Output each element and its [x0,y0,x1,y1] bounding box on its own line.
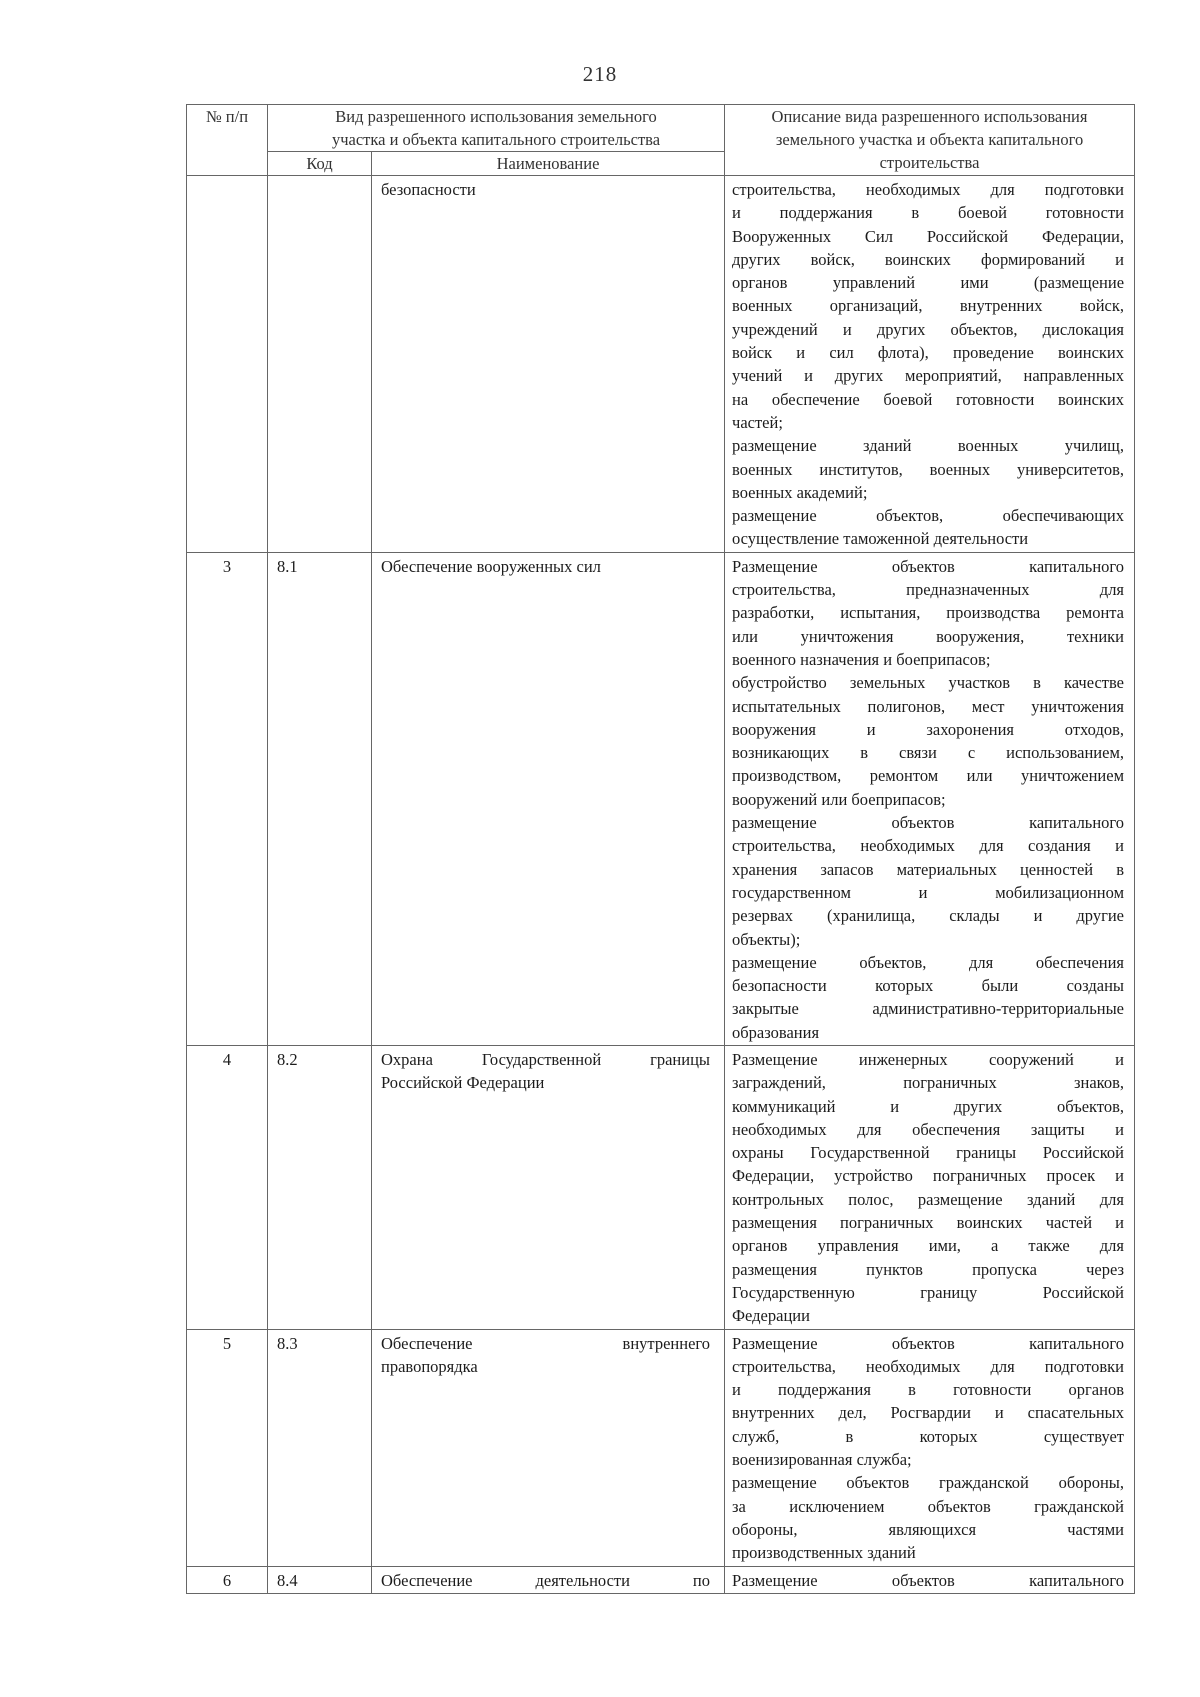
row-description-line: или уничтожения вооружения, техники [732,626,1125,646]
row-description-line: за исключением объектов гражданской [732,1496,1125,1516]
row-description [725,552,1135,1045]
row-name [372,1566,725,1593]
row-description-line: военного назначения и боеприпасов; [732,649,991,669]
row-number [187,552,268,1045]
row-description-line: строительства, предназначенных для [732,580,1125,600]
row-name-line: Обеспечение внутреннего [381,1333,711,1353]
row-number-text: 5 [222,1333,232,1353]
row-description-line: на обеспечение боевой готовности воинских [732,389,1125,409]
row-description-line: контрольных полос, размещение зданий для [732,1189,1125,1209]
row-description-line: строительства, необходимых для подготовки [732,180,1125,199]
row-description-line: частей; [732,412,783,432]
row-name-line: безопасности [381,180,476,199]
row-number [187,1566,268,1593]
row-number-text: 4 [222,1049,232,1069]
row-description-line: Федерации, устройство пограничных просек и [732,1166,1125,1186]
row-description-line: Размещение объектов капитального [732,556,1125,576]
page-number: 218 [582,62,618,86]
row-description-line: вооружений или боеприпасов; [732,789,946,809]
header-description-line: строительства [879,153,980,172]
row-description [725,1566,1135,1593]
row-description-line: военных академий; [732,482,868,502]
table-row [187,176,1135,553]
row-name [372,552,725,1045]
row-description-line: размещения пунктов пропуска через [732,1259,1125,1279]
row-number-text: 6 [222,1570,232,1590]
row-description [725,176,1135,553]
row-description-line: органов управления ими, а также для [732,1236,1125,1256]
row-description-line: хранения запасов материальных ценностей в [732,859,1125,879]
row-name [372,1329,725,1566]
row-description-line: вооружения и захоронения отходов, [732,719,1125,739]
row-description-line: войск и сил флота), проведение воинских [732,343,1125,363]
row-description-line: размещение объектов, для обеспечения [732,952,1125,972]
header-num: № п/п [187,105,268,176]
row-description-line: закрытые административно-территориальные [732,999,1125,1019]
row-description-line: возникающих в связи с использованием, [732,743,1125,763]
row-description-line: обустройство земельных участков в качестве [732,673,1125,693]
row-description-line: безопасности которых были созданы [732,976,1125,996]
row-description-line: испытательных полигонов, мест уничтожения [732,696,1125,716]
row-description-line: Размещение объектов капитального [732,1333,1125,1353]
row-code-text: 8.2 [277,1049,298,1069]
row-name-line: Российской Федерации [381,1073,545,1093]
table-row [187,1045,1135,1329]
table-row [187,1329,1135,1566]
row-description-line: охраны Государственной границы Российской [732,1143,1125,1163]
row-description-line: необходимых для обеспечения защиты и [732,1119,1125,1139]
row-name [372,1045,725,1329]
header-use-type-line: участка и объекта капитального строительства [331,130,661,149]
row-code-text: 8.3 [277,1333,298,1353]
row-description-line: Размещение объектов капитального [732,1570,1125,1590]
table-row [187,552,1135,1045]
row-description-line: Вооруженных Сил Российской Федерации, [732,226,1125,246]
row-description-line: разработки, испытания, производства ремонта [732,603,1125,623]
row-description-line: служб, в которых существует [732,1426,1125,1446]
row-description-line: Размещение инженерных сооружений и [732,1049,1125,1069]
row-description-line: резервах (хранилища, склады и другие [732,906,1125,926]
row-name-line: Обеспечение вооруженных сил [381,556,601,576]
row-name-line: Охрана Государственной границы [381,1049,711,1069]
row-description-line: учений и других мероприятий, направленных [732,366,1125,386]
row-description-line: и поддержания в боевой готовности [732,203,1125,223]
row-description-line: Государственную границу Российской [732,1282,1125,1302]
row-description-line: строительства, необходимых для подготовки [732,1356,1125,1376]
row-description [725,1045,1135,1329]
row-number-text: 3 [222,556,232,576]
table-row [187,1566,1135,1593]
row-code [268,1566,372,1593]
row-code [268,552,372,1045]
row-description-line: учреждений и других объектов, дислокация [732,319,1125,339]
row-description-line: Федерации [732,1306,810,1326]
row-description-line: осуществление таможенной деятельности [732,529,1029,549]
header-name: Наименование [372,152,725,176]
row-description-line: производством, ремонтом или уничтожением [732,766,1125,786]
row-code-text: 8.4 [277,1570,298,1590]
row-description-line: строительства, необходимых для создания и [732,836,1125,856]
row-description-line: и поддержания в готовности органов [732,1380,1125,1400]
row-number [187,1329,268,1566]
header-description [725,105,1135,176]
row-description-line: размещения пограничных воинских частей и [732,1213,1125,1233]
row-description-line: военных институтов, военных университетов, [732,459,1125,479]
table-header-row [187,105,1135,152]
row-description-line: размещение объектов, обеспечивающих [732,506,1125,526]
row-description-line: государственном и мобилизационном [732,882,1125,902]
row-description-line: размещение зданий военных училищ, [732,436,1125,456]
row-name [372,176,725,553]
row-number-text [187,176,267,178]
row-description-line: органов управлений ими (размещение [732,273,1125,293]
row-description-line: заграждений, пограничных знаков, [732,1073,1125,1093]
row-description-line: производственных зданий [732,1543,916,1563]
header-code: Код [268,152,372,176]
header-description-line: Описание вида разрешенного использования [771,107,1088,126]
header-use-type-line: Вид разрешенного использования земельного [335,107,657,126]
row-description-line: других войск, воинских формирований и [732,249,1125,269]
row-code [268,1045,372,1329]
row-code-text [268,176,371,178]
header-description-line: земельного участка и объекта капитального [775,130,1084,149]
row-description [725,1329,1135,1566]
row-description-line: коммуникаций и других объектов, [732,1096,1125,1116]
row-description-line: военизированная служба; [732,1450,912,1470]
land-use-table [186,104,1135,1594]
row-name-line: правопорядка [381,1356,478,1376]
row-description-line: военных организаций, внутренних войск, [732,296,1125,316]
row-code-text: 8.1 [277,556,298,576]
header-use-type [268,105,725,152]
row-description-line: размещение объектов гражданской обороны, [732,1473,1125,1493]
row-description-line: объекты); [732,929,801,949]
row-code [268,176,372,553]
row-description-line: обороны, являющихся частями [732,1519,1125,1539]
table-body [187,176,1135,1594]
row-description-line: образования [732,1022,820,1042]
row-code [268,1329,372,1566]
row-description-line: размещение объектов капитального [732,813,1125,833]
row-name-line: Обеспечение деятельности по [381,1570,711,1590]
row-number [187,1045,268,1329]
row-description-line: внутренних дел, Росгвардии и спасательных [732,1403,1125,1423]
row-number [187,176,268,553]
